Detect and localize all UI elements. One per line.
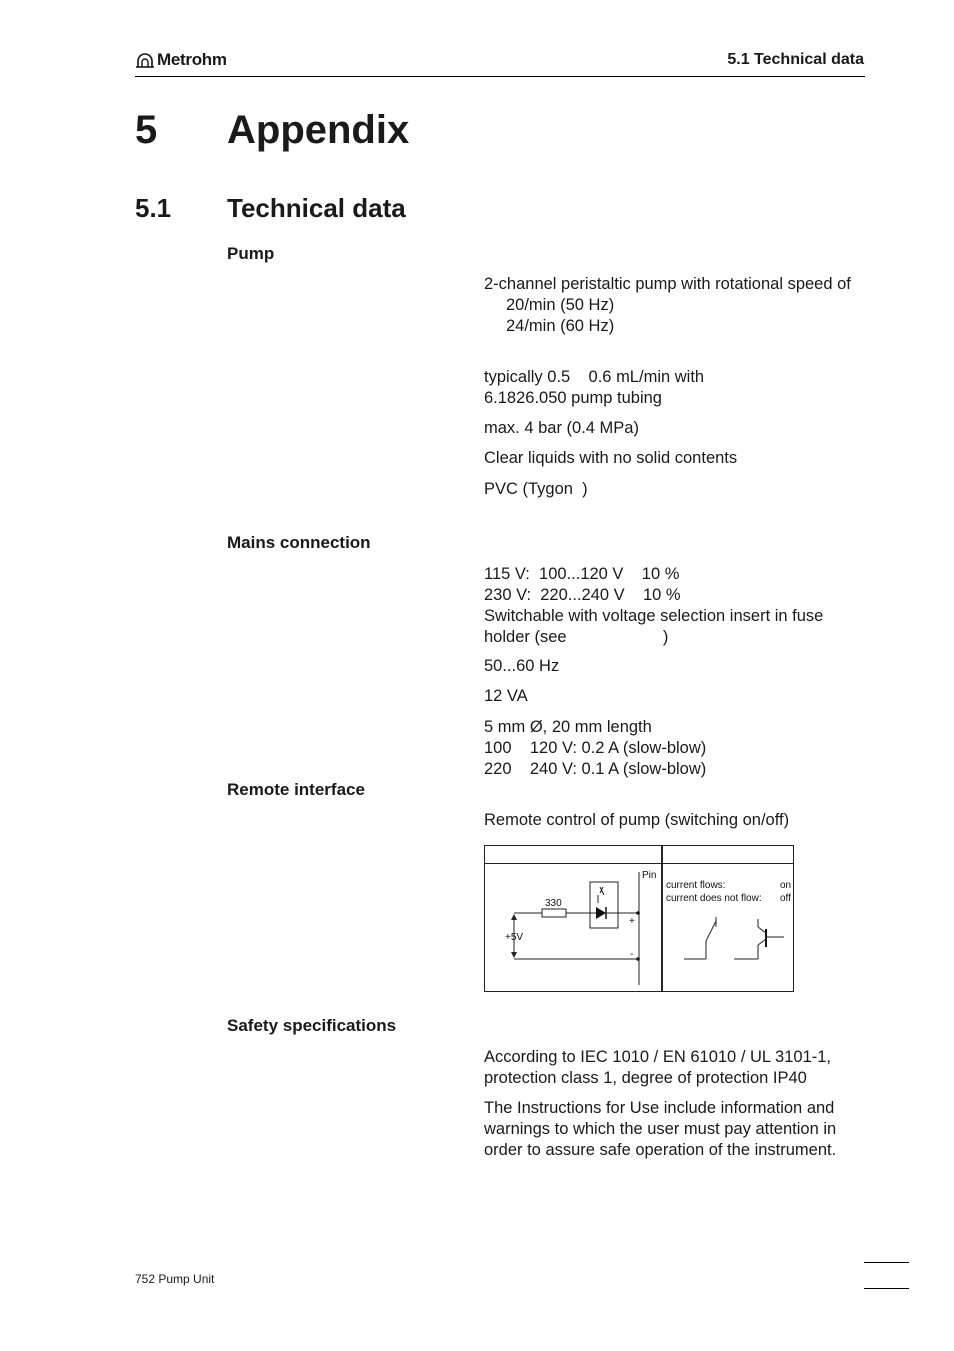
safety-standards: According to IEC 1010 / EN 61010 / UL 3101-1, protection class 1, degree of protection IP40 bbox=[484, 1048, 832, 1087]
chapter-title: Appendix bbox=[227, 108, 410, 152]
remote-description: Remote control of pump (switching on/off) bbox=[484, 811, 790, 829]
transistor-symbol bbox=[734, 919, 784, 959]
switch-symbol bbox=[684, 917, 716, 959]
remote-heading: Remote interface bbox=[227, 780, 365, 799]
safety-instructions: The Instructions for Use include information and warnings to which the user must pay attention in order to assure safe operation of the instrument. bbox=[484, 1099, 837, 1159]
mains-voltage-line: Switchable with voltage selection insert in fuse holder (see ) bbox=[484, 607, 828, 646]
footer-rule-bottom bbox=[864, 1288, 909, 1289]
pump-liquids: Clear liquids with no solid contents bbox=[484, 449, 738, 467]
resistor-label: 330 bbox=[545, 898, 562, 909]
supply-label: +5V bbox=[505, 932, 524, 943]
chapter-number: 5 bbox=[135, 108, 158, 152]
mains-fuse bbox=[484, 717, 864, 780]
mains-fuse-line: 5 mm Ø, 20 mm length bbox=[484, 718, 652, 736]
footer-rule-top bbox=[864, 1262, 909, 1263]
optocoupler-symbol bbox=[590, 882, 618, 928]
minus-pin: - bbox=[630, 949, 634, 960]
pump-speed-line: 2-channel peristaltic pump with rotational speed of bbox=[484, 275, 851, 293]
metrohm-logo-icon bbox=[135, 52, 155, 68]
state-off: off bbox=[780, 893, 791, 904]
mains-voltage-line: 115 V: 100...120 V 10 % bbox=[484, 565, 680, 583]
mains-fuse-line: 220 240 V: 0.1 A (slow-blow) bbox=[484, 760, 707, 778]
mains-frequency: 50...60 Hz bbox=[484, 657, 560, 675]
header-divider bbox=[135, 76, 865, 77]
state-on: on bbox=[780, 880, 792, 891]
footer-product: 752 Pump Unit bbox=[135, 1272, 215, 1286]
led-diode-icon bbox=[596, 907, 606, 919]
mains-voltage-line: 230 V: 220...240 V 10 % bbox=[484, 586, 681, 604]
pump-heading: Pump bbox=[227, 244, 275, 263]
resistor-symbol bbox=[542, 909, 566, 917]
pump-flow-line: 6.1826.050 pump tubing bbox=[484, 389, 662, 407]
running-header: 5.1 Technical data bbox=[727, 51, 864, 68]
safety-heading: Safety specifications bbox=[227, 1016, 397, 1035]
section-title: Technical data bbox=[227, 193, 406, 223]
mains-power: 12 VA bbox=[484, 687, 528, 705]
pump-pressure: max. 4 bar (0.4 MPa) bbox=[484, 419, 639, 437]
pump-speed-line: 24/min (60 Hz) bbox=[506, 317, 615, 335]
pin-label: Pin bbox=[642, 870, 657, 881]
brand-logo bbox=[135, 50, 227, 70]
pump-flow bbox=[484, 367, 864, 409]
mains-fuse-line: 100 120 V: 0.2 A (slow-blow) bbox=[484, 739, 707, 757]
current-noflow-label: current does not flow: bbox=[666, 893, 762, 904]
mains-voltage bbox=[484, 564, 864, 648]
remote-interface-diagram bbox=[484, 845, 794, 992]
pump-tubing-material: PVC (Tygon ) bbox=[484, 480, 588, 498]
section-number: 5.1 bbox=[135, 193, 172, 223]
pump-speed bbox=[484, 274, 864, 337]
plus-pin: + bbox=[629, 916, 635, 927]
brand-name: Metrohm bbox=[157, 50, 227, 69]
pump-speed-line: 20/min (50 Hz) bbox=[506, 296, 615, 314]
pump-flow-line: typically 0.5 0.6 mL/min with bbox=[484, 368, 705, 386]
mains-heading: Mains connection bbox=[227, 533, 371, 552]
current-flows-label: current flows: bbox=[666, 880, 726, 891]
